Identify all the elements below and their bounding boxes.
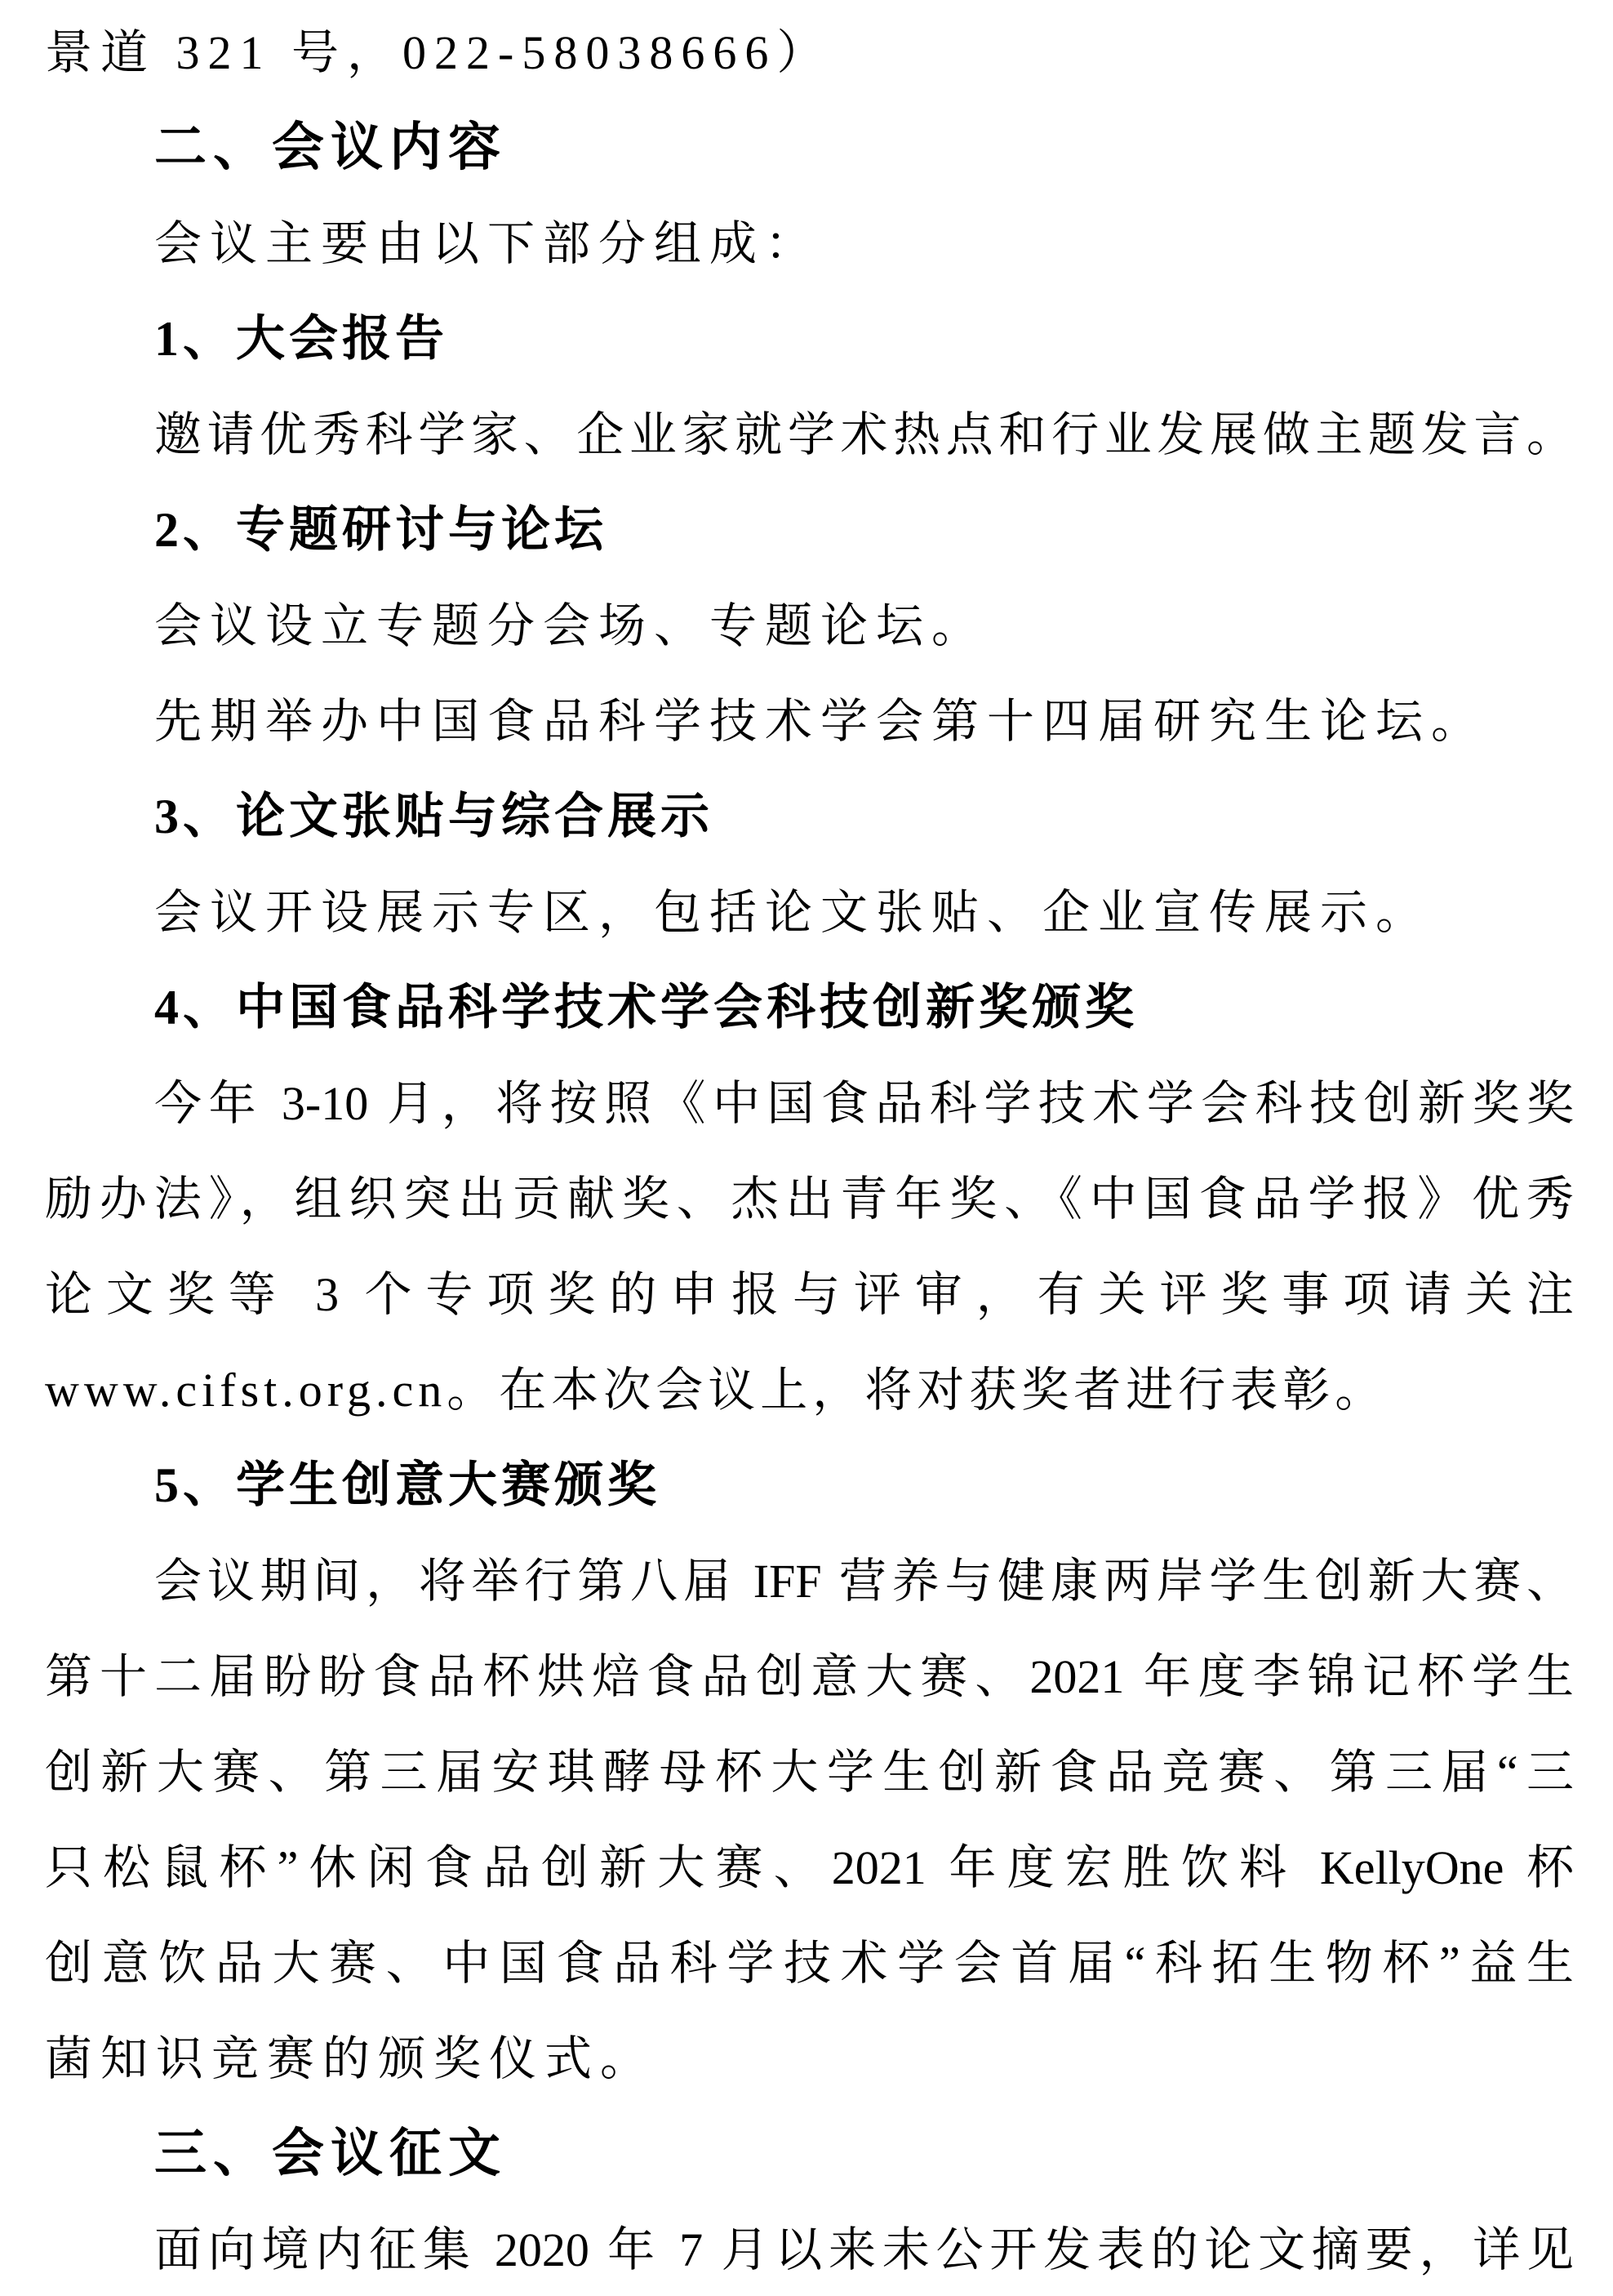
text-line: 第十二届盼盼食品杯烘焙食品创意大赛、2021 年度李锦记杯学生	[45, 1650, 1574, 1703]
sub-heading-2: 2、专题研讨与论坛	[154, 503, 607, 557]
text-line: 只松鼠杯”休闲食品创新大赛、2021 年度宏胜饮料 KellyOne 杯	[45, 1841, 1574, 1894]
text-line: 面向境内征集 2020 年 7 月以来未公开发表的论文摘要，详见	[154, 2223, 1574, 2276]
text-line: 会议设立专题分会场、专题论坛。	[154, 599, 988, 652]
text-line: 景道 321 号，022-58038666）	[45, 26, 833, 79]
text-line: 菌知识竞赛的颁奖仪式。	[45, 2032, 656, 2085]
text-line: 邀请优秀科学家、企业家就学术热点和行业发展做主题发言。	[154, 408, 1574, 461]
section-heading-3: 三、会议征文	[154, 2124, 507, 2184]
text-line: 论文奖等 3 个专项奖的申报与评审，有关评奖事项请关注	[45, 1268, 1574, 1321]
sub-heading-1: 1、大会报告	[154, 312, 448, 366]
text-line: 先期举办中国食品科学技术学会第十四届研究生论坛。	[154, 695, 1487, 748]
sub-heading-5: 5、学生创意大赛颁奖	[154, 1458, 660, 1512]
text-line: 会议期间，将举行第八届 IFF 营养与健康两岸学生创新大赛、	[154, 1555, 1574, 1608]
text-line: 会议开设展示专区，包括论文张贴、企业宣传展示。	[154, 886, 1432, 939]
section-heading-2: 二、会议内容	[154, 118, 507, 178]
sub-heading-4: 4、中国食品科学技术学会科技创新奖颁奖	[154, 981, 1138, 1035]
sub-heading-3: 3、论文张贴与综合展示	[154, 790, 713, 843]
text-line: 今年 3-10 月，将按照《中国食品科学技术学会科技创新奖奖	[154, 1077, 1574, 1130]
text-line: 创意饮品大赛、中国食品科学技术学会首届“科拓生物杯”益生	[45, 1937, 1574, 1990]
text-line: 励办法》，组织突出贡献奖、杰出青年奖、《中国食品学报》优秀	[45, 1172, 1574, 1226]
text-line: 创新大赛、第三届安琪酵母杯大学生创新食品竞赛、第三届“三	[45, 1746, 1574, 1799]
text-line-website: www.cifst.org.cn。在本次会议上，将对获奖者进行表彰。	[45, 1364, 1388, 1417]
text-line: 会议主要由以下部分组成：	[154, 217, 821, 270]
